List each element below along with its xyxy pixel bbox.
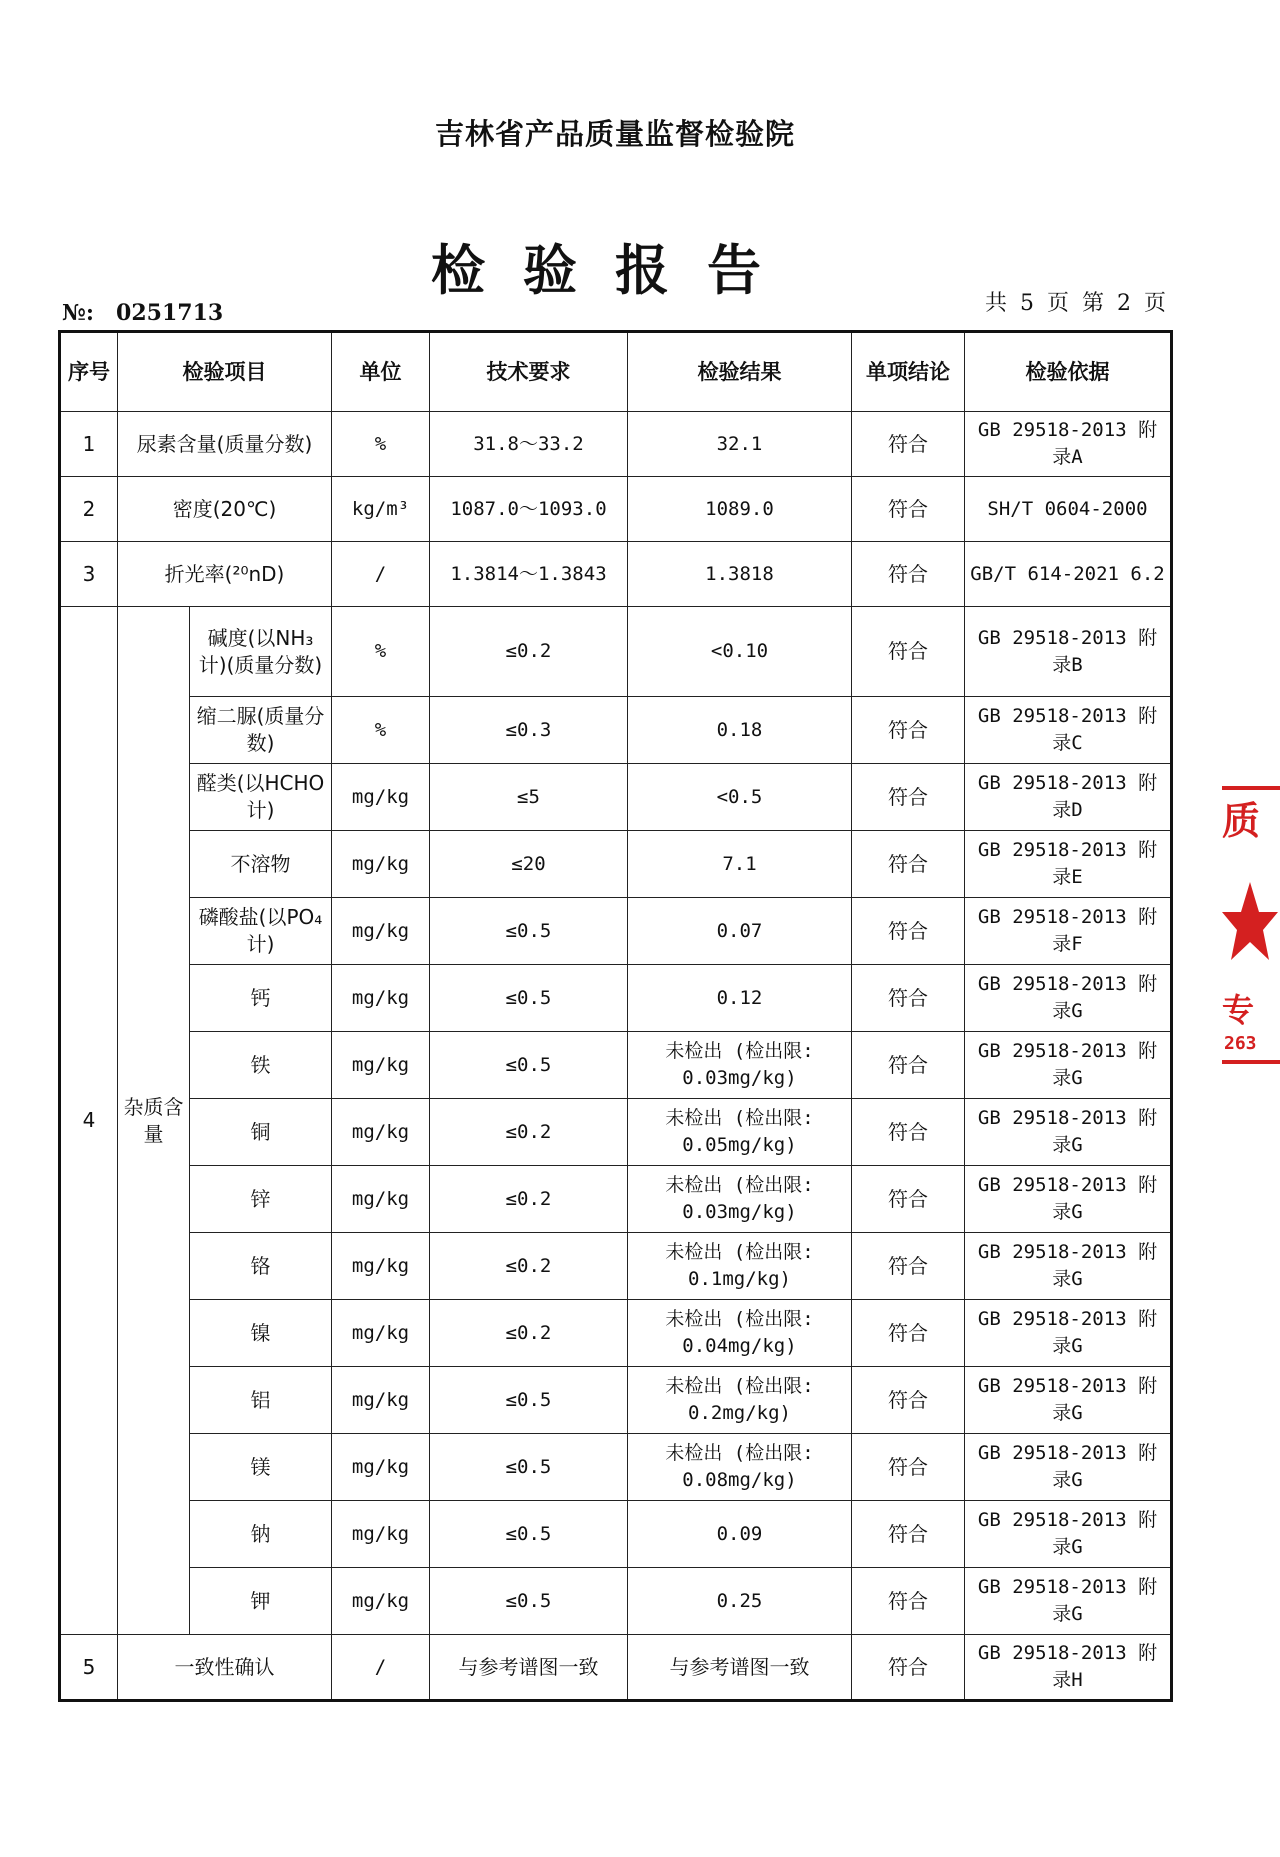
cell-basis: GB 29518-2013 附录A: [965, 412, 1172, 477]
cell-conclusion: 符合: [852, 1032, 965, 1099]
table-row: [60, 1166, 1172, 1233]
seal-text-mid: 专: [1222, 991, 1255, 1029]
cell-item: 缩二脲(质量分数): [190, 697, 332, 764]
cell-req: 1.3814～1.3843: [430, 542, 628, 607]
cell-basis: GB 29518-2013 附录G: [965, 1099, 1172, 1166]
cell-basis: GB 29518-2013 附录D: [965, 764, 1172, 831]
table-row: [60, 697, 1172, 764]
cell-basis: GB 29518-2013 附录G: [965, 1568, 1172, 1635]
cell-item: 折光率(²⁰nD): [118, 542, 332, 607]
report-title: 检验报告: [431, 238, 799, 302]
page-info-part: 页: [1144, 291, 1170, 316]
cell-conclusion: 符合: [852, 1099, 965, 1166]
cell-unit: %: [332, 697, 430, 764]
cell-unit: mg/kg: [332, 831, 430, 898]
seal-border: [1222, 1060, 1280, 1064]
cell-group-label: 杂质含量: [118, 607, 190, 1635]
table-row: [60, 965, 1172, 1032]
cell-item: 尿素含量(质量分数): [118, 412, 332, 477]
cell-unit: mg/kg: [332, 1568, 430, 1635]
cell-req: ≤0.2: [430, 607, 628, 697]
cell-unit: %: [332, 412, 430, 477]
cell-item: 钠: [190, 1501, 332, 1568]
col-header-result: 检验结果: [628, 332, 852, 412]
cell-basis: GB 29518-2013 附录G: [965, 1166, 1172, 1233]
cell-result: 未检出 (检出限: 0.05mg/kg): [628, 1099, 852, 1166]
cell-req: ≤0.2: [430, 1233, 628, 1300]
cell-result: 7.1: [628, 831, 852, 898]
table-row: [60, 1300, 1172, 1367]
cell-result: 未检出 (检出限: 0.03mg/kg): [628, 1166, 852, 1233]
cell-req: ≤0.2: [430, 1300, 628, 1367]
cell-conclusion: 符合: [852, 1233, 965, 1300]
cell-req: 1087.0～1093.0: [430, 477, 628, 542]
cell-no: 4: [60, 607, 118, 1635]
cell-conclusion: 符合: [852, 1367, 965, 1434]
page-info-part: 5: [1020, 291, 1038, 316]
cell-conclusion: 符合: [852, 412, 965, 477]
seal-text-bottom: 263: [1224, 1033, 1257, 1054]
cell-unit: mg/kg: [332, 1032, 430, 1099]
cell-no: 1: [60, 412, 118, 477]
table-body: [60, 412, 1172, 1701]
cell-basis: GB 29518-2013 附录F: [965, 898, 1172, 965]
cell-result: 0.18: [628, 697, 852, 764]
cell-req: ≤5: [430, 764, 628, 831]
table-row: [60, 1367, 1172, 1434]
cell-conclusion: 符合: [852, 1501, 965, 1568]
cell-unit: mg/kg: [332, 965, 430, 1032]
table-header-row: [60, 332, 1172, 412]
org-name: 吉林省产品质量监督检验院: [434, 117, 795, 151]
cell-req: ≤0.5: [430, 1501, 628, 1568]
cell-req: ≤0.5: [430, 965, 628, 1032]
cell-item: 一致性确认: [118, 1635, 332, 1701]
seal-text-top: 质: [1222, 799, 1261, 843]
cell-conclusion: 符合: [852, 1434, 965, 1501]
table-row: [60, 764, 1172, 831]
table-row: [60, 542, 1172, 607]
cell-result: 1089.0: [628, 477, 852, 542]
table-row: [60, 607, 1172, 697]
page-info-part: 2: [1117, 291, 1135, 316]
cell-conclusion: 符合: [852, 542, 965, 607]
cell-result: 未检出 (检出限: 0.1mg/kg): [628, 1233, 852, 1300]
cell-conclusion: 符合: [852, 1635, 965, 1701]
cell-conclusion: 符合: [852, 697, 965, 764]
cell-item: 铜: [190, 1099, 332, 1166]
cell-item: 镍: [190, 1300, 332, 1367]
cell-conclusion: 符合: [852, 1568, 965, 1635]
cell-basis: GB 29518-2013 附录G: [965, 1300, 1172, 1367]
cell-result: 1.3818: [628, 542, 852, 607]
cell-basis: GB 29518-2013 附录G: [965, 1032, 1172, 1099]
cell-basis: GB 29518-2013 附录G: [965, 1233, 1172, 1300]
cell-unit: mg/kg: [332, 764, 430, 831]
col-header-no: 序号: [60, 332, 118, 412]
cell-unit: mg/kg: [332, 1367, 430, 1434]
cell-result: 未检出 (检出限: 0.03mg/kg): [628, 1032, 852, 1099]
cell-req: ≤0.5: [430, 1568, 628, 1635]
cell-unit: mg/kg: [332, 1166, 430, 1233]
table-row: [60, 898, 1172, 965]
cell-item: 铬: [190, 1233, 332, 1300]
cell-basis: GB 29518-2013 附录G: [965, 965, 1172, 1032]
report-number-value: 0251713: [116, 300, 224, 326]
cell-result: <0.5: [628, 764, 852, 831]
cell-result: 32.1: [628, 412, 852, 477]
red-seal: [1222, 790, 1280, 1070]
table-row: [60, 831, 1172, 898]
cell-conclusion: 符合: [852, 1300, 965, 1367]
col-header-item: 检验项目: [118, 332, 332, 412]
cell-result: <0.10: [628, 607, 852, 697]
table-row: [60, 412, 1172, 477]
cell-req: ≤0.2: [430, 1099, 628, 1166]
table-row: [60, 1434, 1172, 1501]
cell-basis: GB 29518-2013 附录C: [965, 697, 1172, 764]
cell-no: 3: [60, 542, 118, 607]
cell-unit: /: [332, 1635, 430, 1701]
cell-item: 镁: [190, 1434, 332, 1501]
cell-result: 0.12: [628, 965, 852, 1032]
table-row: [60, 1099, 1172, 1166]
cell-no: 2: [60, 477, 118, 542]
table-row: [60, 1032, 1172, 1099]
cell-basis: GB 29518-2013 附录G: [965, 1501, 1172, 1568]
page-info-part: 页: [1047, 291, 1073, 316]
table-row: [60, 1568, 1172, 1635]
cell-req: ≤0.2: [430, 1166, 628, 1233]
cell-result: 0.07: [628, 898, 852, 965]
cell-basis: GB 29518-2013 附录H: [965, 1635, 1172, 1701]
cell-conclusion: 符合: [852, 1166, 965, 1233]
cell-item: 磷酸盐(以PO₄计): [190, 898, 332, 965]
cell-unit: mg/kg: [332, 1434, 430, 1501]
cell-req: ≤0.3: [430, 697, 628, 764]
star-icon: [1222, 880, 1278, 970]
cell-req: 31.8～33.2: [430, 412, 628, 477]
table-row: [60, 1233, 1172, 1300]
table-row: [60, 1635, 1172, 1701]
cell-unit: mg/kg: [332, 1099, 430, 1166]
cell-conclusion: 符合: [852, 965, 965, 1032]
cell-basis: GB 29518-2013 附录G: [965, 1367, 1172, 1434]
cell-result: 与参考谱图一致: [628, 1635, 852, 1701]
cell-req: ≤0.5: [430, 1434, 628, 1501]
cell-item: 密度(20℃): [118, 477, 332, 542]
cell-basis: SH/T 0604-2000: [965, 477, 1172, 542]
cell-result: 未检出 (检出限: 0.2mg/kg): [628, 1367, 852, 1434]
cell-item: 锌: [190, 1166, 332, 1233]
cell-unit: mg/kg: [332, 1501, 430, 1568]
report-number: [62, 300, 223, 326]
cell-item: 碱度(以NH₃计)(质量分数): [190, 607, 332, 697]
cell-conclusion: 符合: [852, 607, 965, 697]
cell-req: 与参考谱图一致: [430, 1635, 628, 1701]
page-info-part: 第: [1082, 291, 1108, 316]
cell-req: ≤0.5: [430, 1367, 628, 1434]
cell-basis: GB 29518-2013 附录E: [965, 831, 1172, 898]
cell-item: 醛类(以HCHO计): [190, 764, 332, 831]
cell-req: ≤0.5: [430, 898, 628, 965]
page-info-part: 共: [985, 291, 1011, 316]
cell-result: 0.09: [628, 1501, 852, 1568]
table-row: [60, 477, 1172, 542]
cell-req: ≤0.5: [430, 1032, 628, 1099]
cell-conclusion: 符合: [852, 831, 965, 898]
cell-item: 钾: [190, 1568, 332, 1635]
cell-item: 铝: [190, 1367, 332, 1434]
cell-unit: mg/kg: [332, 898, 430, 965]
cell-unit: mg/kg: [332, 1300, 430, 1367]
cell-basis: GB 29518-2013 附录B: [965, 607, 1172, 697]
cell-item: 铁: [190, 1032, 332, 1099]
cell-conclusion: 符合: [852, 898, 965, 965]
cell-conclusion: 符合: [852, 764, 965, 831]
table-row: [60, 1501, 1172, 1568]
cell-basis: GB 29518-2013 附录G: [965, 1434, 1172, 1501]
cell-basis: GB/T 614-2021 6.2: [965, 542, 1172, 607]
cell-result: 0.25: [628, 1568, 852, 1635]
cell-unit: kg/m³: [332, 477, 430, 542]
page-info: [985, 286, 1179, 317]
cell-no: 5: [60, 1635, 118, 1701]
cell-result: 未检出 (检出限: 0.08mg/kg): [628, 1434, 852, 1501]
col-header-conclusion: 单项结论: [852, 332, 965, 412]
cell-unit: %: [332, 607, 430, 697]
cell-item: 钙: [190, 965, 332, 1032]
col-header-req: 技术要求: [430, 332, 628, 412]
cell-conclusion: 符合: [852, 477, 965, 542]
cell-item: 不溶物: [190, 831, 332, 898]
col-header-unit: 单位: [332, 332, 430, 412]
cell-unit: mg/kg: [332, 1233, 430, 1300]
col-header-basis: 检验依据: [965, 332, 1172, 412]
cell-result: 未检出 (检出限: 0.04mg/kg): [628, 1300, 852, 1367]
report-number-label: №:: [62, 300, 95, 326]
cell-req: ≤20: [430, 831, 628, 898]
cell-unit: /: [332, 542, 430, 607]
report-table: [58, 330, 1173, 1702]
